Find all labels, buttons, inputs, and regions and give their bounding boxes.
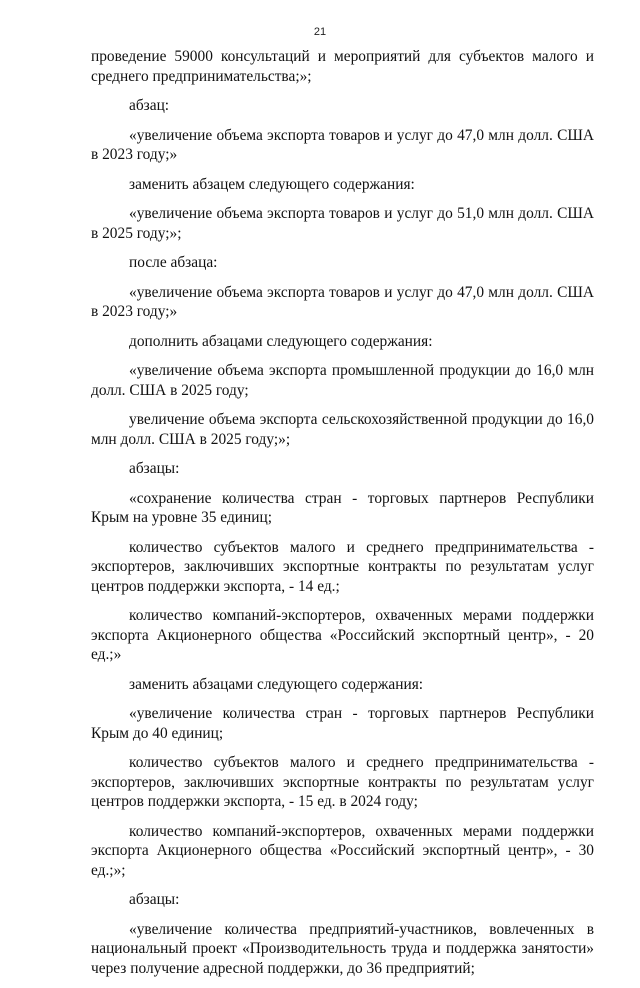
paragraph-11: абзацы: (129, 460, 180, 477)
paragraph-5: «увеличение объема экспорта товаров и услуг до 51,0 млн долл. США в 2025 году;»; (91, 205, 594, 242)
paragraph-19: абзацы: (129, 891, 180, 908)
page-number: 21 (313, 26, 327, 38)
paragraph-18: количество компаний-экспортеров, охваченных мерами поддержки экспорта Акционерного общества «Российский экспортный центр», - 30 ед.;»; (91, 822, 594, 879)
paragraph-17: количество субъектов малого и среднего предпринимательства - экспортеров, заключивших экспортные контракты по результатам услуг центров поддержки экспорта, - 15 ед. в 2024 году; (91, 754, 594, 810)
paragraph-9: «увеличение объема экспорта промышленной продукции до 16,0 млн долл. США в 2025 году; (91, 362, 594, 399)
paragraph-2: абзац: (129, 97, 170, 114)
paragraph-7: «увеличение объема экспорта товаров и услуг до 47,0 млн долл. США в 2023 году;» (91, 283, 594, 320)
paragraph-1: проведение 59000 консультаций и мероприятий для субъектов малого и среднего предпринимательства;»; (91, 48, 594, 85)
paragraph-15: заменить абзацами следующего содержания: (129, 675, 424, 693)
paragraph-3: «увеличение объема экспорта товаров и услуг до 47,0 млн долл. США в 2023 году;» (91, 126, 594, 163)
paragraph-6: после абзаца: (129, 254, 218, 271)
paragraph-13: количество субъектов малого и среднего предпринимательства - экспортеров, заключивших экспортные контракты по результатам услуг центров поддержки экспорта, - 14 ед.; (91, 538, 594, 595)
paragraph-10: увеличение объема экспорта сельскохозяйственной продукции до 16,0 млн долл. США в 2025 году;»; (91, 411, 594, 448)
paragraph-14: количество компаний-экспортеров, охваченных мерами поддержки экспорта Акционерного общества «Российский экспортный центр», - 20 ед.;» (91, 607, 594, 663)
paragraph-8: дополнить абзацами следующего содержания: (129, 332, 433, 350)
paragraph-12: «сохранение количества стран - торговых партнеров Республики Крым на уровне 35 единиц; (91, 489, 594, 526)
paragraph-20: «увеличение количества предприятий-участников, вовлеченных в национальный проект «Производительность труда и поддержка занятости» через получение адресной поддержки, до 36 предприятий; (91, 920, 594, 977)
paragraph-4: заменить абзацем следующего содержания: (129, 175, 415, 193)
paragraph-16: «увеличение количества стран - торговых партнеров Республики Крым до 40 единиц; (91, 705, 594, 742)
document-body (91, 47, 594, 988)
